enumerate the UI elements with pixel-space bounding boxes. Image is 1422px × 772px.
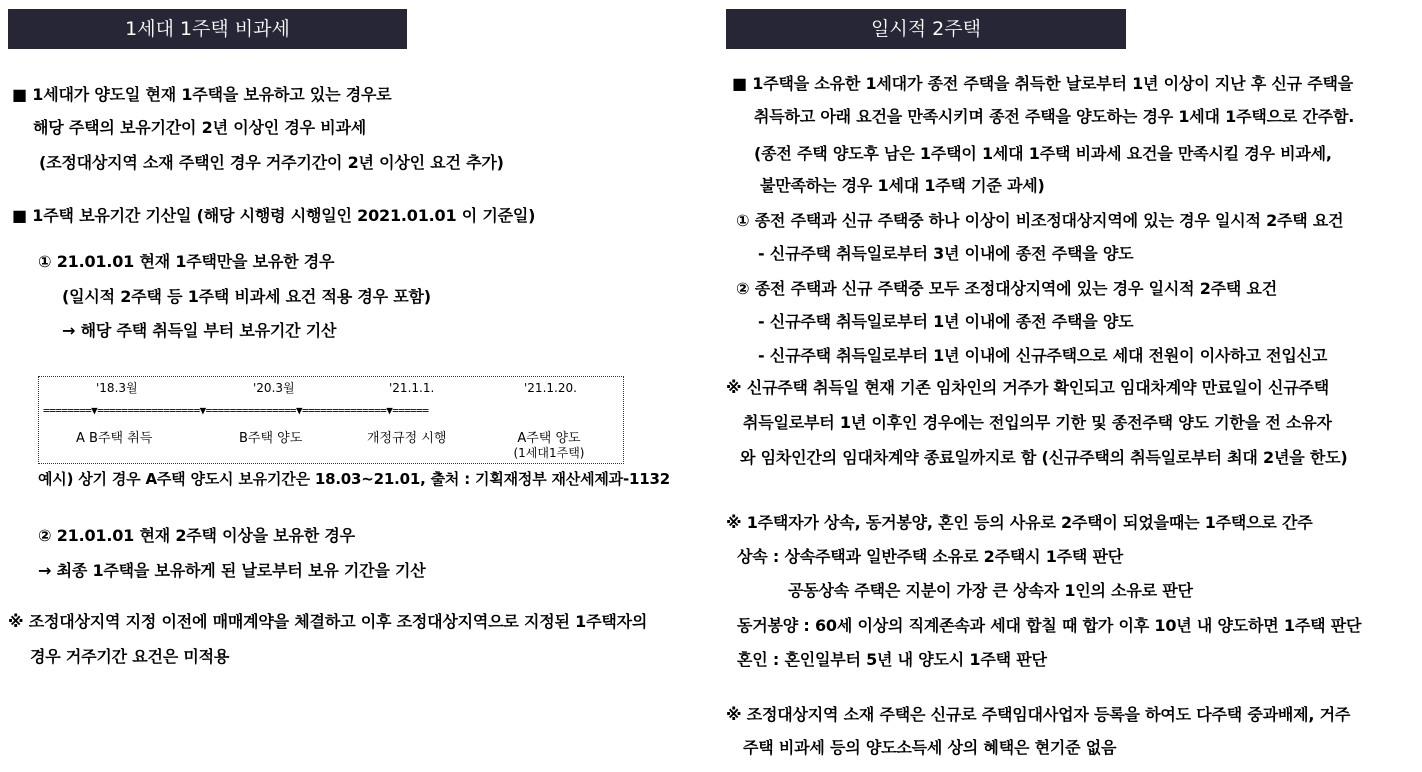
left-note-line1: ※ 조정대상지역 지정 이전에 매매계약을 체결하고 이후 조정대상지역으로 지정된 1주택자의 (8, 612, 648, 631)
right-s1-line2: 취득하고 아래 요건을 만족시키며 종전 주택을 양도하는 경우 1세대 1주택으로 간주함. (754, 107, 1355, 126)
right-c1-line1: ① 종전 주택과 신규 주택중 하나 이상이 비조정대상지역에 있는 경우 일시적 2주택 요건 (736, 211, 1344, 230)
left-item1-line3: → 해당 주택 취득일 부터 보유기간 기산 (62, 321, 337, 340)
right-inherit-line2: 공동상속 주택은 지분이 가장 큰 상속자 1인의 소유로 판단 (788, 581, 1193, 600)
left-item2-line2: → 최종 1주택을 보유하게 된 날로부터 보유 기간을 기산 (38, 561, 426, 580)
right-cohabit: 동거봉양 : 60세 이상의 직계존속과 세대 합칠 때 합가 이후 10년 내 양도하면 1주택 판단 (737, 616, 1362, 635)
timeline-date: '18.3월 (96, 381, 138, 395)
left-s1-line3: (조정대상지역 소재 주택인 경우 거주기간이 2년 이상인 요건 추가) (39, 153, 504, 172)
left-item1-line2: (일시적 2주택 등 1주택 비과세 요건 적용 경우 포함) (62, 287, 431, 306)
left-note-line2: 경우 거주기간 요건은 미적용 (30, 647, 230, 666)
left-section-title: 1세대 1주택 비과세 (8, 9, 407, 49)
left-s1-line2: 해당 주택의 보유기간이 2년 이상인 경우 비과세 (33, 118, 367, 137)
timeline-label: A주택 양도 (517, 431, 581, 446)
timeline-label: 개정규정 시행 (367, 431, 447, 446)
timeline-label: B주택 양도 (239, 431, 303, 446)
right-n1-line1: ※ 신규주택 취득일 현재 기존 임차인의 거주가 확인되고 임대차계약 만료일이 신규주택 (726, 378, 1330, 397)
left-example: 예시) 상기 경우 A주택 양도시 보유기간은 18.03~21.01, 출처 : 기획재정부 재산세제과-1132 (38, 470, 670, 488)
left-item2-line1: ② 21.01.01 현재 2주택 이상을 보유한 경우 (38, 526, 355, 545)
right-s1-line1: ■ 1주택을 소유한 1세대가 종전 주택을 취득한 날로부터 1년 이상이 지난 후 신규 주택을 (732, 74, 1353, 93)
right-c2-line1: ② 종전 주택과 신규 주택중 모두 조정대상지역에 있는 경우 일시적 2주택 요건 (736, 279, 1278, 298)
right-s1-line3: (종전 주택 양도후 남은 1주택이 1세대 1주택 비과세 요건을 만족시킬 경우 비과세, (754, 144, 1332, 163)
right-n1-line2: 취득일로부터 1년 이후인 경우에는 전입의무 기한 및 종전주택 양도 기한을 전 소유자 (743, 413, 1332, 432)
right-c2-line2: - 신규주택 취득일로부터 1년 이내에 종전 주택을 양도 (758, 312, 1134, 331)
left-s2-line1: ■ 1주택 보유기간 기산일 (해당 시행령 시행일인 2021.01.01 이 기준일) (12, 206, 536, 225)
right-n1-line3: 와 임차인간의 임대차계약 종료일까지로 함 (신규주택의 취득일로부터 최대 2년을 한도) (740, 448, 1348, 467)
right-c1-line2: - 신규주택 취득일로부터 3년 이내에 종전 주택을 양도 (758, 244, 1134, 263)
right-inherit-line1: 상속 : 상속주택과 일반주택 소유로 2주택시 1주택 판단 (737, 547, 1124, 566)
right-marriage: 혼인 : 혼인일부터 5년 내 양도시 1주택 판단 (737, 650, 1047, 669)
right-section-title: 일시적 2주택 (726, 9, 1126, 49)
holding-period-timeline (38, 376, 624, 464)
right-n3-line2: 주택 비과세 등의 양도소득세 상의 혜택은 현기준 없음 (743, 738, 1117, 757)
right-n3-line1: ※ 조정대상지역 소재 주택은 신규로 주택임대사업자 등록을 하여도 다주택 중과배제, 거주 (726, 705, 1351, 724)
right-n2-line1: ※ 1주택자가 상속, 동거봉양, 혼인 등의 사유로 2주택이 되었을때는 1주택으로 간주 (726, 513, 1313, 532)
timeline-date: '20.3월 (253, 381, 295, 395)
timeline-label-last (509, 431, 589, 460)
timeline-label: A B주택 취득 (76, 431, 153, 446)
timeline-date: '21.1.20. (524, 381, 577, 395)
timeline-date: '21.1.1. (389, 381, 435, 395)
right-s1-line4: 불만족하는 경우 1세대 1주택 기준 과세) (760, 176, 1045, 195)
left-item1-line1: ① 21.01.01 현재 1주택만을 보유한 경우 (38, 252, 335, 271)
timeline-sublabel: (1세대1주택) (513, 446, 585, 460)
timeline-rule: ========▼=================▼===============▼==============▼====== (43, 404, 429, 417)
left-s1-line1: ■ 1세대가 양도일 현재 1주택을 보유하고 있는 경우로 (12, 85, 392, 104)
right-c2-line3: - 신규주택 취득일로부터 1년 이내에 신규주택으로 세대 전원이 이사하고 전입신고 (758, 346, 1328, 365)
